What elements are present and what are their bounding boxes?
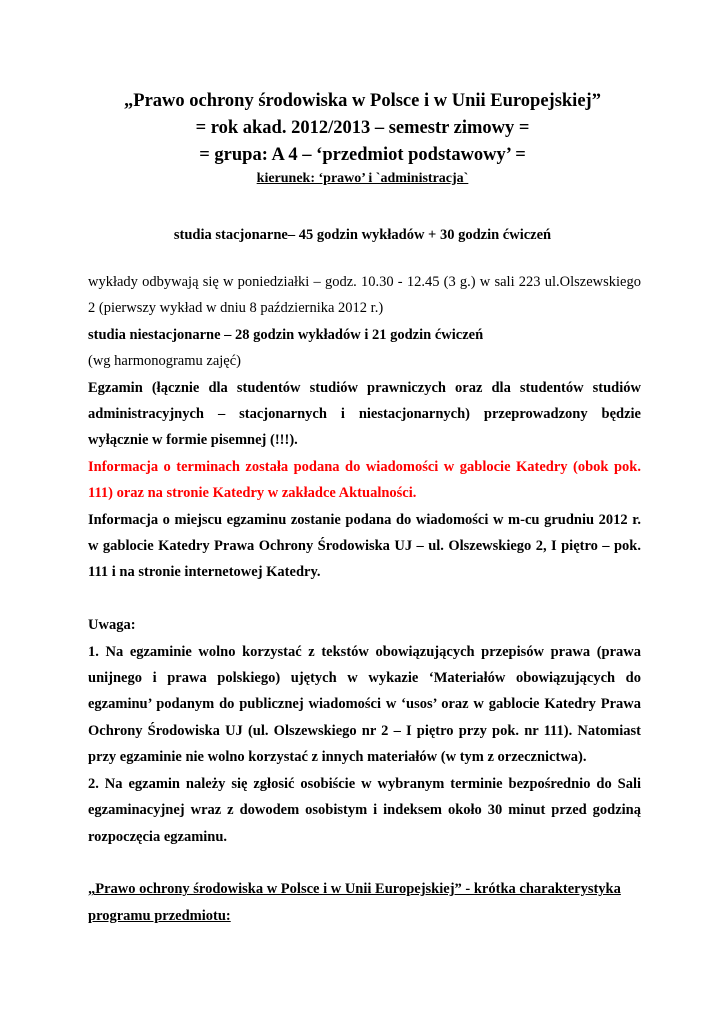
uwaga-heading: Uwaga:	[88, 617, 136, 634]
document-body	[88, 269, 641, 929]
academic-year: = rok akad. 2012/2013 – semestr zimowy =	[195, 118, 530, 138]
lectures-schedule: wykłady odbywają się w poniedziałki – godz. 10.30 - 12.45 (3 g.) w sali 223 ul.Olszewskiego 2 (pierwszy wykład w dniu 8 października 2012 r.)	[88, 274, 641, 317]
harmonogram-note: (wg harmonogramu zajęć)	[88, 353, 241, 370]
exam-form: Egzamin (łącznie dla studentów studiów prawniczych oraz dla studentów studiów administracyjnych – stacjonarnych i niestacjonarnych) przeprowadzony będzie wyłącznie w formie pisemnej (!!!).	[88, 379, 641, 449]
course-title: „Prawo ochrony środowiska w Polsce i w Unii Europejskiej”	[124, 91, 601, 111]
group-info: = grupa: A 4 – ‘przedmiot podstawowy’ =	[199, 145, 526, 165]
spacer	[88, 850, 641, 876]
exam-place-info: Informacja o miejscu egzaminu zostanie podana do wiadomości w m-cu grudniu 2012 r. w gablocie Katedry Prawa Ochrony Środowiska UJ – ul. Olszewskiego 2, I piętro – pok. 111 i na stronie internetowej Katedry.	[88, 511, 641, 581]
spacer	[88, 586, 641, 612]
hours-stacjonarne: studia stacjonarne– 45 godzin wykładów + 30 godzin ćwiczeń	[173, 227, 552, 243]
note-2: 2. Na egzamin należy się zgłosić osobiście w wybranym terminie bezpośrednio do Sali egzaminacyjnej wraz z dowodem osobistym i indeksem około 30 minut przed godziną rozpoczęcia egzaminu.	[88, 775, 641, 845]
program-heading: „Prawo ochrony środowiska w Polsce i w Unii Europejskiej” - krótka charakterystyka programu przedmiotu:	[88, 881, 621, 924]
note-1: 1. Na egzaminie wolno korzystać z tekstów obowiązujących przepisów prawa (prawa unijnego i prawa polskiego) ujętych w wykazie ‘Materiałów obowiązujących do egzaminu’ podanym do publicznej wiadomości w ‘usos’ oraz w gablocie Katedry Prawa Ochrony Środowiska UJ (ul. Olszewskiego nr 2 – I piętro przy pok. nr 111). Natomiast przy egzaminie nie wolno korzystać z innych materiałów (w tym z orzecznictwa).	[88, 643, 641, 766]
title-block	[0, 88, 725, 189]
hours-niestacjonarne: studia niestacjonarne – 28 godzin wykładów i 21 godzin ćwiczeń	[88, 326, 484, 343]
exam-dates-info: Informacja o terminach została podana do wiadomości w gablocie Katedry (obok pok. 111) oraz na stronie Katedry w zakładce Aktualności.	[88, 458, 641, 502]
field-of-study: kierunek: ‘prawo’ i `administracja`	[256, 171, 469, 186]
